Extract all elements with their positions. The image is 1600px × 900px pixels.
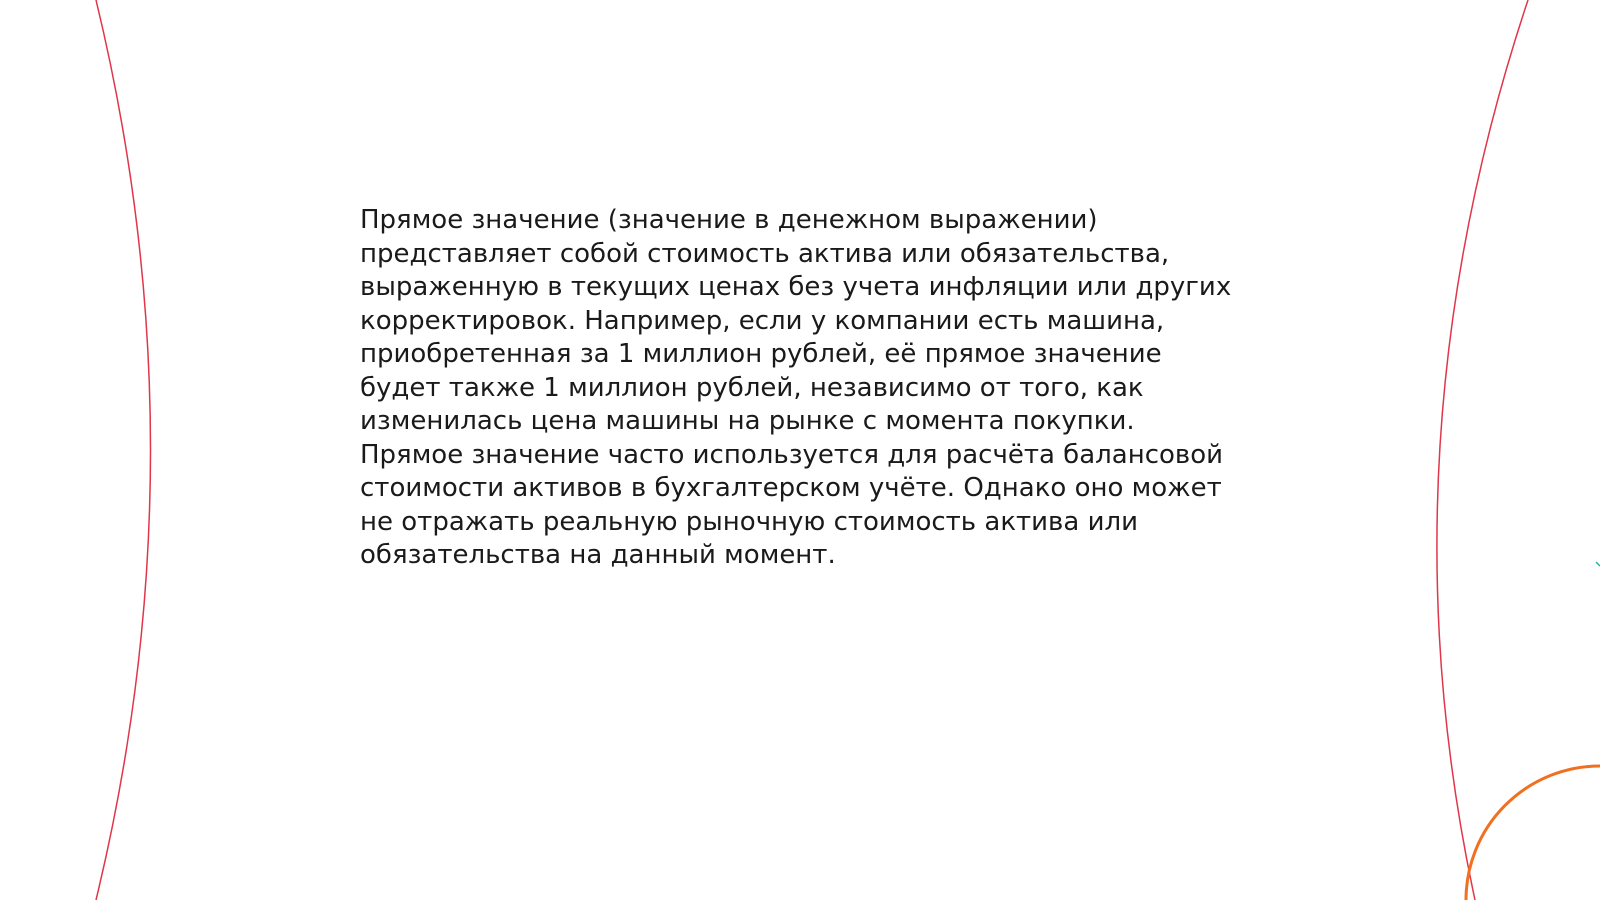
right-arc-line (1437, 0, 1528, 900)
teal-accent-mark (1596, 562, 1600, 566)
orange-ring (1466, 766, 1600, 900)
left-arc-line (96, 0, 151, 900)
slide-body-text: Прямое значение (значение в денежном выражении) представляет собой стоимость актива или обязательства, выраженную в текущих ценах без учета инфляции или других корректировок. Например, если у компании есть машина, приобретенная за 1 миллион рублей, её прямое значение будет также 1 миллион рублей, независимо от того, как изменилась цена машины на рынке с момента покупки. Прямое значение часто используется для расчёта балансовой стоимости активов в бухгалтерском учёте. Однако оно может не отражать реальную рыночную стоимость актива или обязательства на данный момент. (360, 205, 1232, 570)
